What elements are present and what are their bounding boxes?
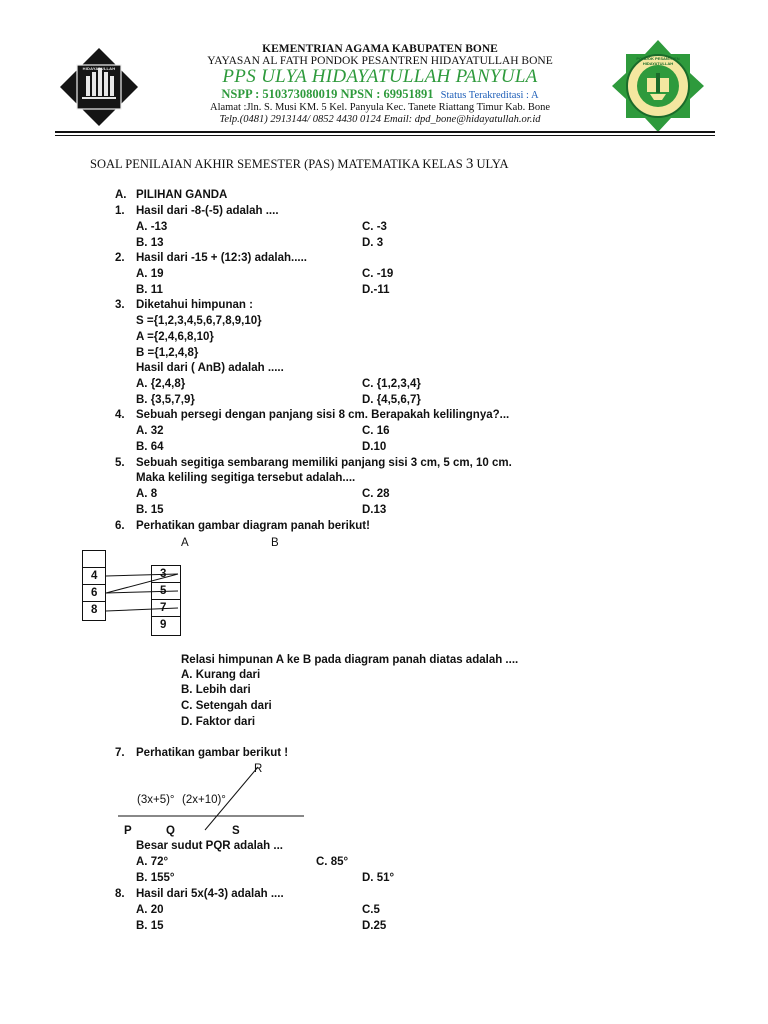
right-logo-text: PONDOK PESANTREN HIDAYATULLAH	[636, 56, 680, 66]
question-number: 5.	[115, 457, 125, 469]
set-b-box: 7	[151, 599, 181, 617]
question-number: 8.	[115, 888, 125, 900]
question-text: Hasil dari -15 + (12:3) adalah.....	[136, 252, 307, 264]
question-text: Hasil dari 5x(4-3) adalah ....	[136, 888, 284, 900]
header-nspp: NSPP : 510373080019 NPSN : 69951891	[221, 87, 434, 101]
question-number: 1.	[115, 205, 125, 217]
set-b-box: 9	[151, 616, 181, 636]
question-number: 7.	[115, 747, 125, 759]
set-s-definition: S ={1,2,3,4,5,6,7,8,9,10}	[136, 315, 262, 327]
set-b-definition: B ={1,2,4,8}	[136, 347, 199, 359]
angle-figure	[0, 0, 320, 840]
question-number: 6.	[115, 520, 125, 532]
left-logo-text: HIDAYATULLAH	[82, 66, 116, 71]
question-text: Sebuah segitiga sembarang memiliki panjang sisi 3 cm, 5 cm, 10 cm.	[136, 457, 512, 469]
point-q-label: Q	[166, 825, 175, 837]
option-a: A. 32	[136, 425, 164, 437]
set-a-definition: A ={2,4,6,8,10}	[136, 331, 214, 343]
option-b: B. 11	[136, 284, 163, 296]
question-prompt: Relasi himpunan A ke B pada diagram panah diatas adalah ....	[181, 654, 519, 666]
exam-class-number: 3	[465, 156, 474, 172]
header-school-name: PPS ULYA HIDAYATULLAH PANYULA	[222, 66, 538, 87]
option-a: A. 20	[136, 904, 164, 916]
option-b: B. 15	[136, 504, 164, 516]
option-c: C. -19	[362, 268, 394, 280]
question-text: Hasil dari -8-(-5) adalah ....	[136, 205, 279, 217]
exam-class-suffix: ULYA	[476, 157, 509, 171]
option-a: A. 8	[136, 488, 158, 500]
header-address: Alamat :Jln. S. Musi KM. 5 Kel. Panyula Kec. Tanete Riattang Timur Kab. Bone	[210, 102, 550, 113]
option-c: C. {1,2,3,4}	[362, 378, 421, 390]
angle-label-right: (2x+10)°	[182, 794, 226, 806]
header-contact: Telp.(0481) 2913144/ 0852 4430 0124 Email: dpd_bone@hidayatullah.or.id	[219, 114, 541, 125]
section-letter: A.	[115, 189, 127, 201]
question-text: Perhatikan gambar diagram panah berikut!	[136, 520, 370, 532]
option-c: C. 28	[362, 488, 390, 500]
exam-title-text: SOAL PENILAIAN AKHIR SEMESTER (PAS) MATEMATIKA KELAS	[90, 157, 463, 171]
question-number: 4.	[115, 409, 125, 421]
question-text: Perhatikan gambar berikut !	[136, 747, 289, 759]
option-d: D. 51°	[362, 872, 395, 884]
option-c: C. 85°	[316, 856, 349, 868]
header-ministry: KEMENTRIAN AGAMA KABUPATEN BONE	[262, 43, 498, 55]
set-a-box: 4	[82, 567, 106, 585]
option-a: A. {2,4,8}	[136, 378, 186, 390]
question-prompt: Besar sudut PQR adalah ...	[136, 840, 283, 852]
relation-option: D. Faktor dari	[181, 716, 256, 728]
question-text: Sebuah persegi dengan panjang sisi 8 cm. Berapakah kelilingnya?...	[136, 409, 510, 421]
option-d: D.10	[362, 441, 387, 453]
header-accreditation: Status Terakreditasi : A	[440, 90, 539, 101]
option-c: C.5	[362, 904, 380, 916]
option-c: C. 16	[362, 425, 390, 437]
question-prompt: Hasil dari ( AnB) adalah .....	[136, 362, 284, 374]
set-a-label: A	[181, 537, 189, 549]
section-title: PILIHAN GANDA	[136, 189, 228, 201]
question-number: 2.	[115, 252, 125, 264]
option-a: A. -13	[136, 221, 168, 233]
option-d: D. 3	[362, 237, 384, 249]
option-d: D.-11	[362, 284, 390, 296]
question-text-continued: Maka keliling segitiga tersebut adalah....	[136, 472, 356, 484]
option-a: A. 72°	[136, 856, 169, 868]
set-a-box: 6	[82, 584, 106, 602]
relation-option: B. Lebih dari	[181, 684, 251, 696]
option-b: B. 155°	[136, 872, 175, 884]
option-b: B. {3,5,7,9}	[136, 394, 195, 406]
option-b: B. 64	[136, 441, 164, 453]
header-foundation: YAYASAN AL FATH PONDOK PESANTREN HIDAYATULLAH BONE	[207, 55, 553, 67]
option-b: B. 13	[136, 237, 164, 249]
relation-option: A. Kurang dari	[181, 669, 261, 681]
option-c: C. -3	[362, 221, 387, 233]
set-b-label: B	[271, 537, 279, 549]
option-d: D.25	[362, 920, 387, 932]
relation-option: C. Setengah dari	[181, 700, 272, 712]
option-d: D. {4,5,6,7}	[362, 394, 421, 406]
option-b: B. 15	[136, 920, 164, 932]
point-p-label: P	[124, 825, 132, 837]
option-a: A. 19	[136, 268, 164, 280]
set-a-box: 8	[82, 601, 106, 621]
angle-label-left: (3x+5)°	[137, 794, 175, 806]
right-logo	[612, 40, 704, 132]
question-text: Diketahui himpunan :	[136, 299, 253, 311]
point-s-label: S	[232, 825, 240, 837]
question-number: 3.	[115, 299, 125, 311]
option-d: D.13	[362, 504, 387, 516]
point-r-label: R	[254, 763, 263, 775]
